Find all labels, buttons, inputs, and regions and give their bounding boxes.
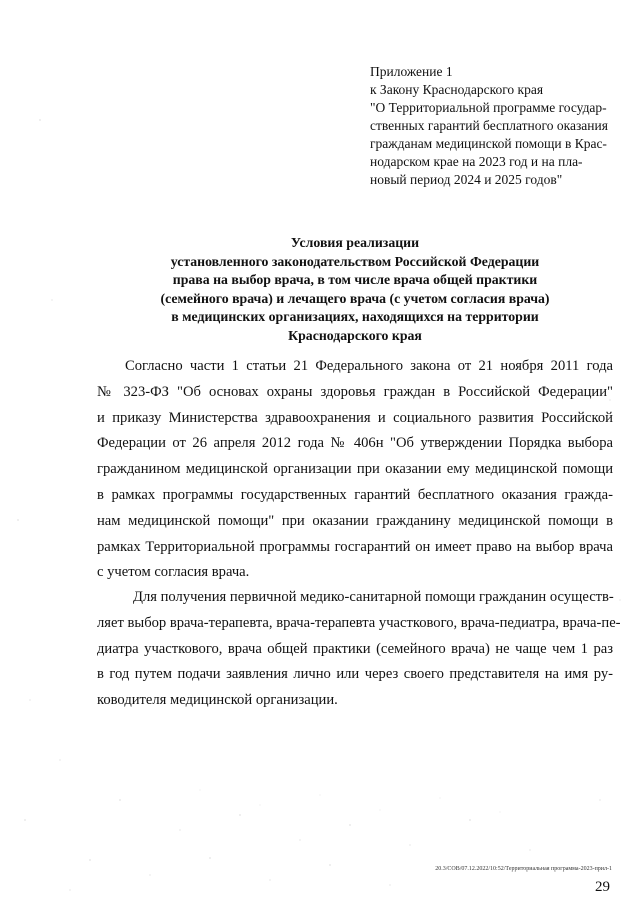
paragraph-2: [97, 585, 621, 714]
paragraph-line: ководителя медицинской организации.: [97, 692, 338, 709]
appendix-line: нодарском крае на 2023 год и на пла-: [370, 154, 583, 169]
paragraph-1: [97, 354, 613, 586]
title-line: Краснодарского края: [288, 327, 422, 343]
paragraph-line: с учетом согласия врача.: [97, 564, 250, 581]
title-line: Условия реализации: [290, 235, 420, 250]
document-title: [100, 234, 610, 345]
paragraph-line: диатра участкового, врача общей практики (семейного врача) не чаще чем 1 раз: [97, 640, 613, 657]
paragraph-line: в рамках программы государственных гарантий бесплатного оказания гражда-: [97, 486, 613, 503]
paragraph-line: нам медицинской помощи" при оказании гражданину медицинской помощи в: [97, 512, 613, 529]
appendix-line: к Закону Краснодарского края: [370, 82, 544, 97]
appendix-line: ственных гарантий бесплатного оказания: [370, 118, 608, 133]
paragraph-line: в год путем подачи заявления лично или через своего представителя на имя ру-: [97, 666, 613, 683]
document-code: 20.3/СОВ/07.12.2022/10:52/Территориальная программа-2023-прил-1: [435, 866, 612, 872]
paragraph-line: рамках Территориальной программы госгарантий он имеет право на выбор врача: [97, 538, 613, 555]
page-number: 29: [595, 879, 610, 895]
paragraph-line: Согласно части 1 статьи 21 Федерального закона от 21 ноября 2011 года: [125, 358, 613, 374]
title-line: в медицинских организациях, находящихся на территории: [171, 309, 539, 324]
appendix-line: "О Территориальной программе государ-: [370, 100, 607, 115]
appendix-line: Приложение 1: [370, 64, 453, 79]
paragraph-line: и приказу Министерства здравоохранения и социального развития Российской: [97, 409, 613, 426]
paragraph-line: № 323-ФЗ "Об основах охраны здоровья граждан в Российской Федерации": [97, 383, 613, 400]
paragraph-line: Федерации от 26 апреля 2012 года № 406н "Об утверждении Порядка выбора: [97, 435, 613, 452]
appendix-note: [370, 63, 620, 189]
paragraph-line: ляет выбор врача-терапевта, врача-терапевта участкового, врача-педиатра, врача-пе-: [97, 614, 621, 631]
paragraph-line: гражданином медицинской организации при оказании ему медицинской помощи: [97, 461, 613, 478]
paragraph-line: Для получения первичной медико-санитарной помощи гражданин осуществ-: [133, 589, 614, 605]
appendix-line: новый период 2024 и 2025 годов": [370, 172, 563, 187]
title-line: (семейного врача) и лечащего врача (с учетом согласия врача): [160, 290, 550, 306]
appendix-line: гражданам медицинской помощи в Крас-: [370, 136, 607, 151]
title-line: права на выбор врача, в том числе врача общей практики: [172, 272, 538, 287]
title-line: установленного законодательством Российской Федерации: [170, 253, 540, 269]
